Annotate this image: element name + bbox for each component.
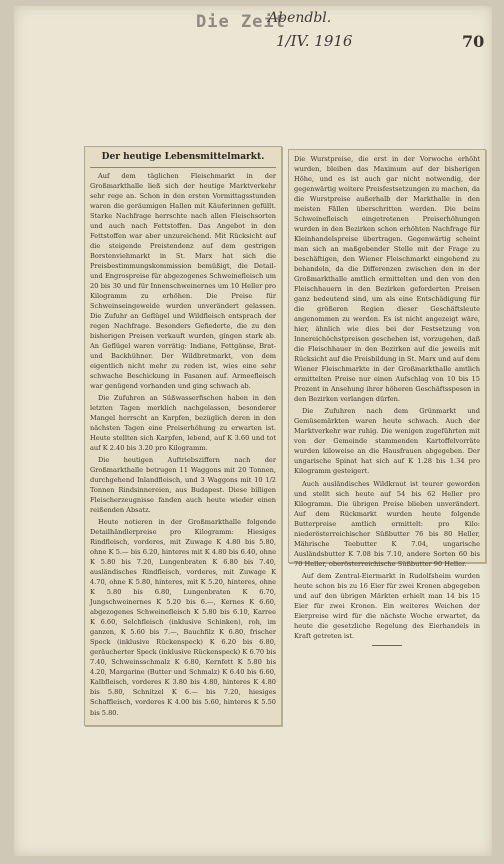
paragraph: Auf dem Zentral-Eiermarkt in Rudolfsheim wurden heute schon bis zu 16 Eier für zwei Kronen abgegeben und auf den übrigen Märkten erhielt man 14 bis 15 Eier für zwei Kronen. Ein weiteres Weichen der Eierpreise wird für die nächste Woche erwartet, da heute die gesetzliche Regelung des Eierhandels in Kraft getreten ist.: [294, 571, 480, 640]
handwritten-date: 1/IV. 1916: [276, 32, 353, 50]
newspaper-name: Die Zeit: [196, 12, 286, 32]
paragraph: Die Wurstpreise, die erst in der Vorwoche erhöht wurden, bleiben das Maximum auf der bisherigen Höhe, und es ist auch gar nicht notwendig, der gegenwärtig weitere Preisfestsetzungen zu machen, da die Wurstpreise außerhalb der Markthalle in den meisten Fällen überschritten werden. Die beim Schweinefleisch eingetretenen Preiserhöhungen wurden in den Bezirken schon erhöhten Nachfrage für Kleinhandelspreise übertragen. Gegenwärtig scheint man sich an maßgebender Stelle mit der Frage zu beschäftigen, den Wiener Fleischmarkt eingehend zu behandeln, da die Differenzen zwischen den in der Großmarkthalle amtlich ermittelten und den von den Fleischhauern in den Bezirken geforderten Preisen ganz bedeutend sind, um als eine Entschädigung für die größeren Regien dieser Geschäftsleute angenommen zu werden. Es ist nicht angezeigt wäre, hier, ähnlich wie dies bei der Festsetzung von Innereichöchstpreisen geschehen ist, vorzugehen, daß die Fleischhauer in den Bezirken auf die jeweils mit Rücksicht auf die Preisbildung in St. Marx und auf dem Wiener Fleischmarkte in der Großmarkthalle amtlich ermittelten Preise nur einen Aufschlag von 10 bis 15 Prozent in Ansehung ihrer höheren Geschäftsspesen in den Bezirken verlangen dürfen.: [294, 155, 480, 404]
archive-sheet: [14, 6, 492, 856]
paragraph: Auf dem täglichen Fleischmarkt in der Großmarkthalle ließ sich der heutige Marktverkehr sehr rege an. Schon in den ersten Vormittagsstunden waren die geräumigen Hallen mit Käuferinnen gefüllt. Starke Nachfrage herrschte nach allen Fleischsorten und auch nach Fettstoffen. Das Angebot in den Fettstoffen war aber unzureichend. Mit Rücksicht auf die steigende Preistendenz auf dem gestrigen Borstenviehmarkt in St. Marx hat sich die Preisbestimmungskommission bemüßigt, die Detail- und Engrospreise für abgezogenes Schweinefleisch um 20 bis 30 und für Innenschweinernes um 10 Heller pro Kilogramm zu erhöhen. Die Preise für Schweinseingeweide wurden unverändert gelassen. Die Zufuhr an Geflügel und Wildfleisch entsprach der regen Nachfrage. Besonders Gefiederte, die zu den bisherigen Preisen verkauft wurden, gingen stark ab. An Geflügel waren vorrätig: Indiane, Fettgänse, Brat- und Backhühner. Der Wildbretmarkt, von dem eigentlich nicht mehr zu reden ist, wies eine sehr schwache Beschickung in Fasanen auf. Armeefleisch war genügend vorhanden und ging schwach ab.: [90, 171, 276, 390]
paragraph: Die heutigen Auftriebsziffern nach der Großmarkthalle betrugen 11 Waggons mit 20 Tonnen, durchgehend Inlandfleisch, und 3 Waggons mit 10 1/2 Tonnen Rindsinnereien, aus Budapest. Diese billigen Fleischerzeugnisse fanden auch heute wieder einen reißenden Absatz.: [90, 456, 276, 515]
paragraph: Auch ausländisches Wildkraut ist teurer geworden und stellt sich heute auf 54 bis 62 Heller pro Kilogramm. Die übrigen Preise blieben unverändert. Auf dem Rückmarkt wurden heute folgende Butterpreise amtlich ermittelt: pro Kilo: niederösterreichischer Süßbutter 76 bis 80 Heller, Mährische Teebutter K 7.04, ungarische Ausländsbutter K 7.08 bis 7.10, andere Sorten 60 bis 70 Heller, oberösterreichische Süßbutter 90 Heller.: [294, 479, 480, 568]
article-column-2: [288, 149, 486, 640]
handwritten-edition-note: Abendbl.: [268, 10, 332, 26]
end-rule: [372, 645, 402, 646]
paragraph: Die Zufuhren an Süßwasserfischen haben in den letzten Tagen merklich nachgelassen, besonderer Mangel herrscht an Karpfen, bezüglich deren in den nächsten Tagen eine Preiserhöhung zu erwarten ist. Heute stellten sich Karpfen, lebend, auf K 3.60 und tot auf K 2.40 bis 3.20 pro Kilogramm.: [90, 394, 276, 453]
article-column-1: [84, 146, 282, 726]
page-number: 70: [462, 32, 485, 51]
paragraph: Heute notieren in der Großmarkthalle folgende Detailhändlerpreise pro Kilogramm: Hiesiges Rindfleisch, vorderes, mit Zuwage K 4.80 bis 5.80, ohne K 5.— bis 6.20, hinteres mit K 4.80 bis 6.40, ohne K 5.80 bis 7.20, Lungenbraten K 6.80 bis 7.40, ausländisches Rindfleisch, vorderes, mit Zuwage K 4.70, ohne K 5.80, hinteres, mit K 5.20, hinteres, ohne K 5.80 bis 6.80, Lungenbraten K 6.70, Jungschweinernes K 5.20 bis 6.—, Kernes K 6.60, abgezogenes Schweinefleisch K 5.80 bis 6.10, Karree K 6.60, Selchfleisch (inklusive Schinken), roh, im ganzen, K 5.60 bis 7.—, Bauchfilz K 6.80, frischer Speck (inklusive Rückenspeck) K 6.20 bis 6.80, geräucherter Speck (inklusive Rückenspeck) K 6.70 bis 7.40, Schweinsschmalz K 6.80, Kernfett K 5.80 bis 4.20, Margarine (Butter und Schmalz) K 6.40 bis 6.60, Kalbfleisch, vorderes K 3.80 bis 4.80, hinteres K 4.80 bis 5.80, Schnitzel K 6.— bis 7.20, hiesiges Schaffleisch, vorderes K 4.00 bis 5.60, hinteres K 5.50 bis 5.80.: [90, 518, 276, 717]
paragraph: Die Zufuhren nach dem Grünmarkt und Gemüsemärkten waren heute schwach. Auch der Marktverkehr war ruhig. Die wenigen zugeführten mit von der Gemeinde stammenden Kartoffelvorräte wurden kiloweise an die Hausfrauen abgegeben. Der ungarische Spinat hat sich auf K 1.28 bis 1.34 pro Kilogramm gesteigert.: [294, 407, 480, 476]
article-title: Der heutige Lebensmittelmarkt.: [90, 151, 276, 168]
